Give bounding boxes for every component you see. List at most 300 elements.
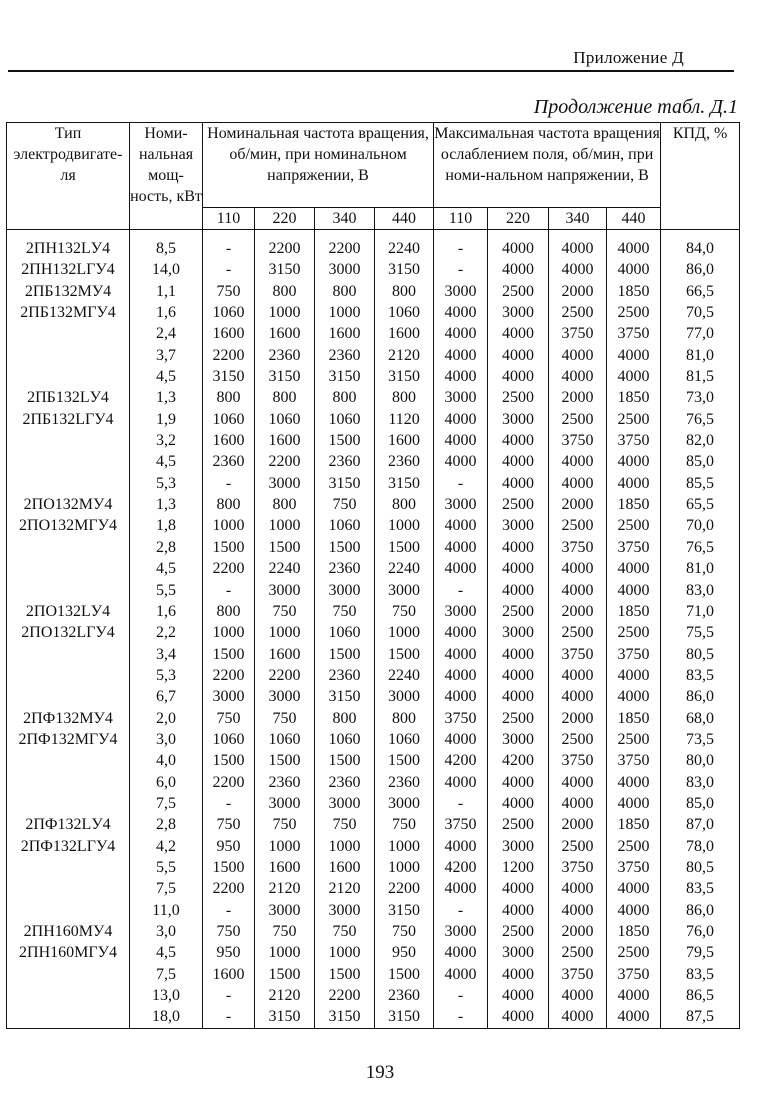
speed-cell: 4000 bbox=[488, 665, 549, 686]
table-row bbox=[7, 836, 740, 857]
speed-cell: 3750 bbox=[434, 708, 488, 729]
motor-type-cell: 2ПО132LГУ4 bbox=[7, 622, 130, 643]
voltage-header: 340 bbox=[549, 208, 607, 230]
power-cell: 2,0 bbox=[130, 708, 203, 729]
motor-type-cell bbox=[7, 772, 130, 793]
speed-cell: 2360 bbox=[315, 772, 375, 793]
efficiency-cell: 81,0 bbox=[661, 345, 740, 366]
speed-cell: 2200 bbox=[203, 772, 255, 793]
power-cell: 4,5 bbox=[130, 366, 203, 387]
speed-cell: 4000 bbox=[488, 558, 549, 579]
speed-cell: 4000 bbox=[549, 878, 607, 899]
motor-type-cell bbox=[7, 686, 130, 707]
speed-cell: 750 bbox=[255, 601, 315, 622]
speed-cell: 3150 bbox=[375, 366, 434, 387]
speed-cell: 2500 bbox=[549, 729, 607, 750]
speed-cell: 1000 bbox=[315, 942, 375, 963]
speed-cell: 2500 bbox=[549, 942, 607, 963]
motor-type-cell: 2ПФ132LУ4 bbox=[7, 814, 130, 835]
motor-type-cell bbox=[7, 750, 130, 771]
motor-type-cell bbox=[7, 430, 130, 451]
speed-cell: 1850 bbox=[607, 601, 661, 622]
speed-cell: 2360 bbox=[315, 451, 375, 472]
speed-cell: 4000 bbox=[607, 793, 661, 814]
speed-cell: 3000 bbox=[488, 729, 549, 750]
power-cell: 2,2 bbox=[130, 622, 203, 643]
speed-cell: 1500 bbox=[315, 537, 375, 558]
speed-cell: 1000 bbox=[375, 857, 434, 878]
speed-cell: 750 bbox=[203, 281, 255, 302]
efficiency-cell: 86,0 bbox=[661, 900, 740, 921]
speed-cell: 3150 bbox=[315, 686, 375, 707]
speed-cell: 4000 bbox=[434, 323, 488, 344]
speed-cell: 3000 bbox=[255, 473, 315, 494]
speed-cell: 2200 bbox=[255, 230, 315, 260]
speed-cell: 4000 bbox=[549, 345, 607, 366]
speed-cell: - bbox=[434, 793, 488, 814]
speed-cell: 800 bbox=[255, 494, 315, 515]
power-cell: 13,0 bbox=[130, 985, 203, 1006]
voltage-header: 220 bbox=[488, 208, 549, 230]
table-row bbox=[7, 729, 740, 750]
speed-cell: 4000 bbox=[607, 665, 661, 686]
speed-cell: - bbox=[434, 473, 488, 494]
voltage-header: 440 bbox=[375, 208, 434, 230]
speed-cell: 1060 bbox=[203, 302, 255, 323]
speed-cell: 2500 bbox=[549, 515, 607, 536]
speed-cell: 1600 bbox=[315, 323, 375, 344]
speed-cell: 4000 bbox=[607, 580, 661, 601]
speed-cell: 2500 bbox=[549, 409, 607, 430]
speed-cell: 2000 bbox=[549, 281, 607, 302]
speed-cell: 750 bbox=[255, 708, 315, 729]
speed-cell: 1000 bbox=[375, 836, 434, 857]
motor-type-cell bbox=[7, 580, 130, 601]
power-cell: 4,2 bbox=[130, 836, 203, 857]
power-cell: 2,8 bbox=[130, 814, 203, 835]
efficiency-cell: 81,5 bbox=[661, 366, 740, 387]
table-row bbox=[7, 494, 740, 515]
group-header-nominal-speed: Номинальная частота вращения, об/мин, при номинальном напряжении, В bbox=[203, 123, 434, 208]
speed-cell: 4000 bbox=[434, 729, 488, 750]
speed-cell: 3150 bbox=[255, 366, 315, 387]
speed-cell: 2500 bbox=[549, 836, 607, 857]
power-cell: 4,5 bbox=[130, 558, 203, 579]
speed-cell: 800 bbox=[375, 708, 434, 729]
table-row bbox=[7, 708, 740, 729]
speed-cell: 1500 bbox=[375, 644, 434, 665]
table-row bbox=[7, 772, 740, 793]
speed-cell: 1850 bbox=[607, 387, 661, 408]
motor-type-cell bbox=[7, 964, 130, 985]
speed-cell: 1000 bbox=[375, 515, 434, 536]
speed-cell: 4000 bbox=[488, 430, 549, 451]
motor-type-cell bbox=[7, 366, 130, 387]
speed-cell: 4000 bbox=[488, 985, 549, 1006]
speed-cell: 3000 bbox=[255, 793, 315, 814]
speed-cell: 2500 bbox=[607, 515, 661, 536]
speed-cell: 2500 bbox=[607, 729, 661, 750]
motor-type-cell bbox=[7, 1006, 130, 1028]
voltage-header: 220 bbox=[255, 208, 315, 230]
power-cell: 1,6 bbox=[130, 302, 203, 323]
speed-cell: 3150 bbox=[315, 1006, 375, 1028]
table-row bbox=[7, 323, 740, 344]
speed-cell: 800 bbox=[315, 387, 375, 408]
speed-cell: 1060 bbox=[375, 729, 434, 750]
speed-cell: 2240 bbox=[255, 558, 315, 579]
speed-cell: 2500 bbox=[488, 387, 549, 408]
speed-cell: 4000 bbox=[549, 230, 607, 260]
speed-cell: 4000 bbox=[434, 836, 488, 857]
motor-type-cell: 2ПБ132LУ4 bbox=[7, 387, 130, 408]
motor-type-cell: 2ПО132LУ4 bbox=[7, 601, 130, 622]
efficiency-cell: 87,5 bbox=[661, 1006, 740, 1028]
speed-cell: 2120 bbox=[255, 878, 315, 899]
motor-type-cell: 2ПФ132МГУ4 bbox=[7, 729, 130, 750]
speed-cell: 3000 bbox=[255, 580, 315, 601]
speed-cell: 2000 bbox=[549, 601, 607, 622]
speed-cell: 1500 bbox=[203, 644, 255, 665]
speed-cell: 4000 bbox=[607, 345, 661, 366]
motor-type-cell: 2ПБ132LГУ4 bbox=[7, 409, 130, 430]
speed-cell: 2360 bbox=[203, 451, 255, 472]
speed-cell: 3750 bbox=[607, 644, 661, 665]
speed-cell: 750 bbox=[375, 814, 434, 835]
speed-cell: 2000 bbox=[549, 387, 607, 408]
efficiency-cell: 80,5 bbox=[661, 644, 740, 665]
efficiency-cell: 85,0 bbox=[661, 793, 740, 814]
col-header-type: Тип электродвигате-ля bbox=[7, 123, 130, 230]
speed-cell: 4000 bbox=[607, 686, 661, 707]
efficiency-cell: 80,0 bbox=[661, 750, 740, 771]
motor-type-cell bbox=[7, 644, 130, 665]
table-row bbox=[7, 281, 740, 302]
speed-cell: 2360 bbox=[315, 558, 375, 579]
speed-cell: 1120 bbox=[375, 409, 434, 430]
speed-cell: 4200 bbox=[434, 750, 488, 771]
speed-cell: 2500 bbox=[607, 836, 661, 857]
speed-cell: 4000 bbox=[434, 537, 488, 558]
efficiency-cell: 83,0 bbox=[661, 772, 740, 793]
motor-type-cell bbox=[7, 558, 130, 579]
speed-cell: 3750 bbox=[607, 750, 661, 771]
power-cell: 5,3 bbox=[130, 665, 203, 686]
power-cell: 2,4 bbox=[130, 323, 203, 344]
speed-cell: 4000 bbox=[549, 772, 607, 793]
motor-type-cell bbox=[7, 857, 130, 878]
table-row bbox=[7, 686, 740, 707]
table-row bbox=[7, 259, 740, 280]
speed-cell: 2120 bbox=[315, 878, 375, 899]
speed-cell: 4000 bbox=[434, 451, 488, 472]
speed-cell: 4000 bbox=[549, 259, 607, 280]
speed-cell: 800 bbox=[375, 281, 434, 302]
speed-cell: 3000 bbox=[488, 942, 549, 963]
speed-cell: 4000 bbox=[549, 473, 607, 494]
table-row bbox=[7, 900, 740, 921]
speed-cell: 4000 bbox=[488, 580, 549, 601]
power-cell: 4,0 bbox=[130, 750, 203, 771]
speed-cell: 2240 bbox=[375, 558, 434, 579]
speed-cell: 2500 bbox=[607, 622, 661, 643]
speed-cell: 1000 bbox=[315, 302, 375, 323]
speed-cell: - bbox=[203, 793, 255, 814]
speed-cell: 4000 bbox=[434, 366, 488, 387]
speed-cell: 2360 bbox=[255, 772, 315, 793]
table-row bbox=[7, 665, 740, 686]
speed-cell: 1000 bbox=[203, 622, 255, 643]
speed-cell: 4000 bbox=[488, 259, 549, 280]
table-row bbox=[7, 409, 740, 430]
speed-cell: 1850 bbox=[607, 921, 661, 942]
speed-cell: 1850 bbox=[607, 494, 661, 515]
speed-cell: 1600 bbox=[255, 857, 315, 878]
speed-cell: 4000 bbox=[434, 430, 488, 451]
motor-type-cell: 2ПН160МУ4 bbox=[7, 921, 130, 942]
table-row bbox=[7, 964, 740, 985]
speed-cell: 4000 bbox=[607, 1006, 661, 1028]
speed-cell: 800 bbox=[203, 494, 255, 515]
speed-cell: 1850 bbox=[607, 814, 661, 835]
table-row bbox=[7, 1006, 740, 1028]
power-cell: 3,0 bbox=[130, 921, 203, 942]
speed-cell: 3000 bbox=[488, 302, 549, 323]
power-cell: 4,5 bbox=[130, 451, 203, 472]
speed-cell: 3000 bbox=[315, 259, 375, 280]
speed-cell: 3150 bbox=[375, 900, 434, 921]
speed-cell: 750 bbox=[255, 814, 315, 835]
speed-cell: 800 bbox=[375, 387, 434, 408]
speed-cell: 1000 bbox=[375, 622, 434, 643]
power-cell: 1,1 bbox=[130, 281, 203, 302]
speed-cell: 750 bbox=[315, 601, 375, 622]
speed-cell: - bbox=[434, 230, 488, 260]
power-cell: 11,0 bbox=[130, 900, 203, 921]
efficiency-cell: 85,5 bbox=[661, 473, 740, 494]
speed-cell: 4000 bbox=[434, 622, 488, 643]
power-cell: 8,5 bbox=[130, 230, 203, 260]
table-row bbox=[7, 921, 740, 942]
speed-cell: 4000 bbox=[434, 964, 488, 985]
speed-cell: 4000 bbox=[434, 772, 488, 793]
speed-cell: 2500 bbox=[488, 494, 549, 515]
speed-cell: 1000 bbox=[315, 836, 375, 857]
speed-cell: 2200 bbox=[203, 878, 255, 899]
speed-cell: 3000 bbox=[315, 793, 375, 814]
efficiency-cell: 84,0 bbox=[661, 230, 740, 260]
speed-cell: 2200 bbox=[315, 230, 375, 260]
speed-cell: 2500 bbox=[488, 708, 549, 729]
efficiency-cell: 73,5 bbox=[661, 729, 740, 750]
speed-cell: 4000 bbox=[549, 1006, 607, 1028]
group-header-max-speed: Максимальная частота вращения ослаблением поля, об/мин, при номи-нальном напряжении, В bbox=[434, 123, 661, 208]
speed-cell: 3000 bbox=[255, 900, 315, 921]
speed-cell: 1000 bbox=[255, 302, 315, 323]
speed-cell: 1500 bbox=[375, 750, 434, 771]
speed-cell: 4000 bbox=[488, 366, 549, 387]
speed-cell: 4000 bbox=[488, 230, 549, 260]
motor-type-cell bbox=[7, 900, 130, 921]
table-row bbox=[7, 558, 740, 579]
running-head bbox=[8, 44, 734, 72]
speed-cell: 3150 bbox=[255, 259, 315, 280]
speed-cell: 2000 bbox=[549, 921, 607, 942]
speed-cell: 2360 bbox=[315, 665, 375, 686]
efficiency-cell: 76,5 bbox=[661, 409, 740, 430]
speed-cell: 1060 bbox=[255, 729, 315, 750]
speed-cell: 750 bbox=[255, 921, 315, 942]
efficiency-cell: 66,5 bbox=[661, 281, 740, 302]
speed-cell: 3750 bbox=[549, 323, 607, 344]
speed-cell: 2200 bbox=[203, 665, 255, 686]
speed-cell: 2500 bbox=[549, 302, 607, 323]
speed-cell: 4000 bbox=[434, 644, 488, 665]
speed-cell: 3750 bbox=[607, 857, 661, 878]
speed-cell: 950 bbox=[203, 836, 255, 857]
power-cell: 1,3 bbox=[130, 387, 203, 408]
table-row bbox=[7, 750, 740, 771]
efficiency-cell: 71,0 bbox=[661, 601, 740, 622]
speed-cell: 1600 bbox=[375, 323, 434, 344]
speed-cell: 3750 bbox=[549, 750, 607, 771]
speed-cell: - bbox=[203, 985, 255, 1006]
speed-cell: 4000 bbox=[607, 985, 661, 1006]
efficiency-cell: 73,0 bbox=[661, 387, 740, 408]
table-row bbox=[7, 942, 740, 963]
power-cell: 1,6 bbox=[130, 601, 203, 622]
appendix-label: Приложение Д bbox=[573, 48, 684, 67]
speed-cell: 4000 bbox=[549, 558, 607, 579]
efficiency-cell: 76,5 bbox=[661, 537, 740, 558]
efficiency-cell: 78,0 bbox=[661, 836, 740, 857]
speed-cell: 2200 bbox=[315, 985, 375, 1006]
speed-cell: 2500 bbox=[607, 409, 661, 430]
speed-cell: 1200 bbox=[488, 857, 549, 878]
speed-cell: 1500 bbox=[375, 537, 434, 558]
speed-cell: 3750 bbox=[607, 537, 661, 558]
power-cell: 2,8 bbox=[130, 537, 203, 558]
speed-cell: 4000 bbox=[488, 964, 549, 985]
motor-specs-table bbox=[6, 122, 740, 1029]
speed-cell: 3750 bbox=[549, 430, 607, 451]
speed-cell: 1500 bbox=[203, 537, 255, 558]
speed-cell: 3000 bbox=[488, 409, 549, 430]
speed-cell: 3150 bbox=[375, 1006, 434, 1028]
speed-cell: 3150 bbox=[255, 1006, 315, 1028]
speed-cell: 1060 bbox=[375, 302, 434, 323]
speed-cell: 4000 bbox=[434, 686, 488, 707]
speed-cell: 1850 bbox=[607, 708, 661, 729]
speed-cell: 4000 bbox=[434, 558, 488, 579]
speed-cell: 4000 bbox=[488, 900, 549, 921]
speed-cell: 2000 bbox=[549, 494, 607, 515]
efficiency-cell: 68,0 bbox=[661, 708, 740, 729]
speed-cell: 750 bbox=[315, 494, 375, 515]
speed-cell: 4000 bbox=[434, 878, 488, 899]
speed-cell: 800 bbox=[315, 281, 375, 302]
col-header-efficiency: КПД, % bbox=[661, 123, 740, 230]
speed-cell: 1600 bbox=[375, 430, 434, 451]
speed-cell: 1000 bbox=[255, 942, 315, 963]
speed-cell: 2000 bbox=[549, 708, 607, 729]
speed-cell: 2200 bbox=[255, 665, 315, 686]
speed-cell: 750 bbox=[203, 708, 255, 729]
speed-cell: 4000 bbox=[488, 878, 549, 899]
speed-cell: 1500 bbox=[255, 964, 315, 985]
speed-cell: 3000 bbox=[375, 580, 434, 601]
speed-cell: 2500 bbox=[488, 921, 549, 942]
speed-cell: 4000 bbox=[434, 409, 488, 430]
speed-cell: 4000 bbox=[434, 665, 488, 686]
speed-cell: 750 bbox=[203, 921, 255, 942]
speed-cell: 750 bbox=[375, 921, 434, 942]
speed-cell: 1500 bbox=[255, 750, 315, 771]
table-row bbox=[7, 230, 740, 260]
table-row bbox=[7, 580, 740, 601]
speed-cell: 1500 bbox=[315, 430, 375, 451]
power-cell: 3,4 bbox=[130, 644, 203, 665]
motor-type-cell: 2ПН132LГУ4 bbox=[7, 259, 130, 280]
speed-cell: 2500 bbox=[549, 622, 607, 643]
speed-cell: 2360 bbox=[375, 985, 434, 1006]
power-cell: 5,5 bbox=[130, 580, 203, 601]
speed-cell: 2200 bbox=[375, 878, 434, 899]
speed-cell: 4000 bbox=[488, 537, 549, 558]
table-row bbox=[7, 345, 740, 366]
speed-cell: - bbox=[203, 580, 255, 601]
speed-cell: - bbox=[203, 900, 255, 921]
speed-cell: 1060 bbox=[203, 409, 255, 430]
speed-cell: 750 bbox=[203, 814, 255, 835]
speed-cell: 4000 bbox=[549, 366, 607, 387]
speed-cell: 800 bbox=[315, 708, 375, 729]
table-row bbox=[7, 644, 740, 665]
speed-cell: 2360 bbox=[375, 451, 434, 472]
motor-type-cell: 2ПН160МГУ4 bbox=[7, 942, 130, 963]
power-cell: 18,0 bbox=[130, 1006, 203, 1028]
speed-cell: 3000 bbox=[255, 686, 315, 707]
speed-cell: - bbox=[203, 473, 255, 494]
speed-cell: 1600 bbox=[203, 430, 255, 451]
page-number: 193 bbox=[365, 1062, 395, 1083]
speed-cell: - bbox=[434, 259, 488, 280]
speed-cell: 2360 bbox=[375, 772, 434, 793]
speed-cell: - bbox=[434, 900, 488, 921]
speed-cell: 3750 bbox=[549, 857, 607, 878]
power-cell: 1,3 bbox=[130, 494, 203, 515]
speed-cell: 800 bbox=[203, 601, 255, 622]
power-cell: 6,0 bbox=[130, 772, 203, 793]
speed-cell: 1600 bbox=[203, 964, 255, 985]
speed-cell: 4000 bbox=[607, 230, 661, 260]
motor-type-cell: 2ПО132МУ4 bbox=[7, 494, 130, 515]
speed-cell: 3000 bbox=[315, 900, 375, 921]
power-cell: 3,7 bbox=[130, 345, 203, 366]
speed-cell: 4000 bbox=[488, 644, 549, 665]
speed-cell: 750 bbox=[315, 921, 375, 942]
speed-cell: 2240 bbox=[375, 230, 434, 260]
speed-cell: 4000 bbox=[607, 878, 661, 899]
speed-cell: 3000 bbox=[434, 601, 488, 622]
power-cell: 1,8 bbox=[130, 515, 203, 536]
speed-cell: 2200 bbox=[255, 451, 315, 472]
speed-cell: 3150 bbox=[315, 473, 375, 494]
power-cell: 3,2 bbox=[130, 430, 203, 451]
speed-cell: 4000 bbox=[549, 665, 607, 686]
efficiency-cell: 65,5 bbox=[661, 494, 740, 515]
speed-cell: 4000 bbox=[434, 942, 488, 963]
